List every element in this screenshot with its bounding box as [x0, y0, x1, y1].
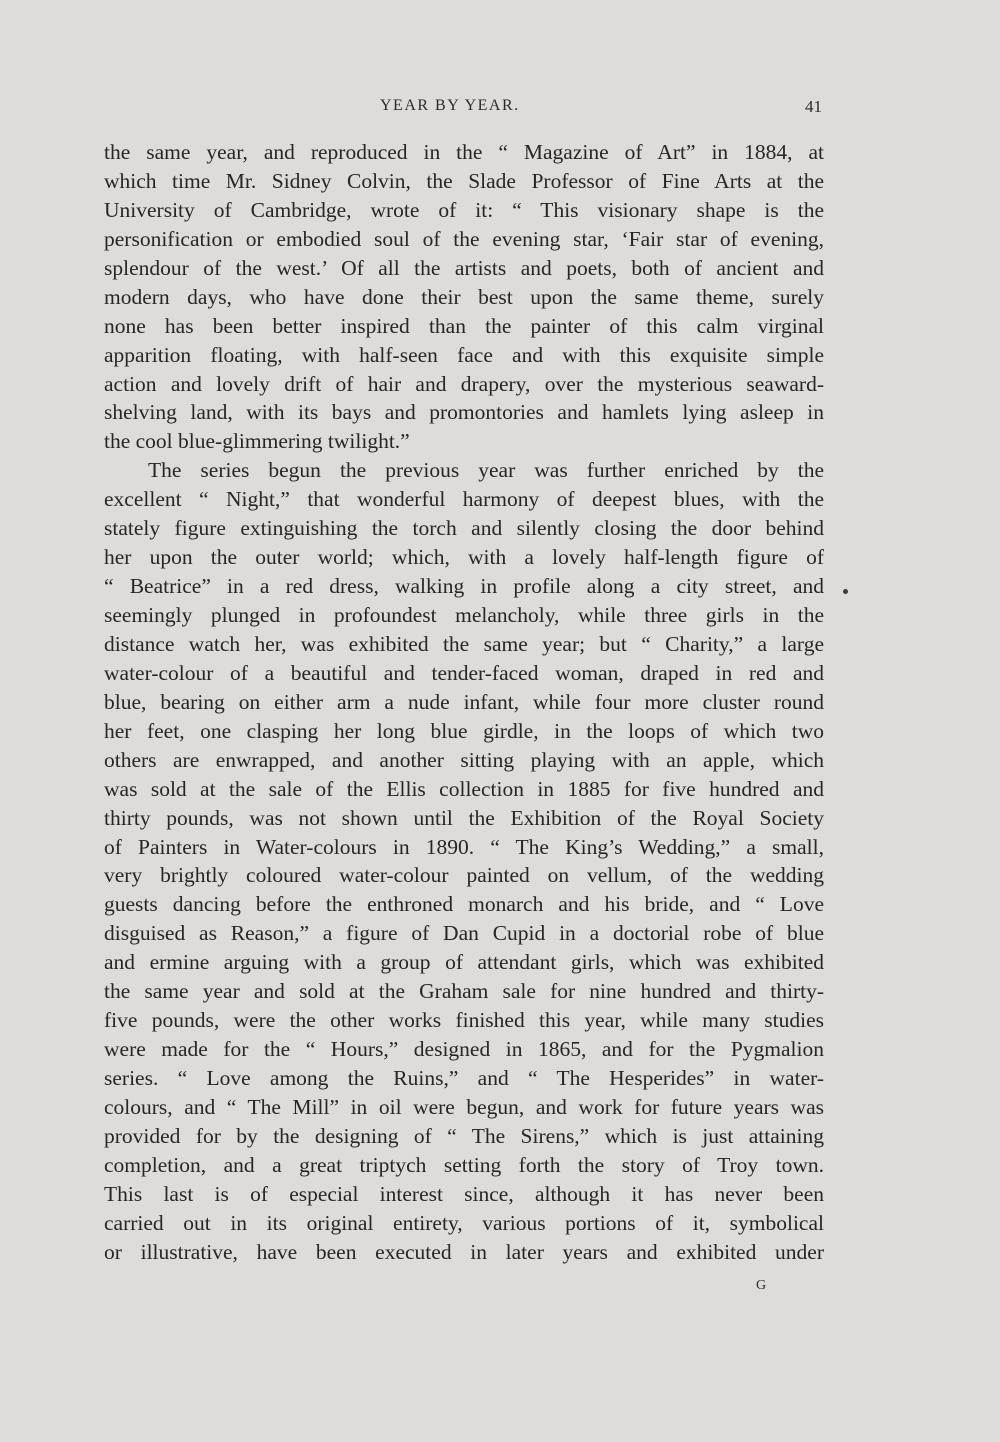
text-line: guests dancing before the enthroned monarch and his bride, and “ Love	[104, 892, 824, 917]
text-line: or illustrative, have been executed in later years and exhibited under	[104, 1239, 824, 1264]
text-line: very brightly coloured water-colour painted on vellum, of the wedding	[104, 863, 824, 888]
text-line: provided for by the designing of “ The Sirens,” which is just attaining	[104, 1123, 824, 1148]
text-line: blue, bearing on either arm a nude infant, while four more cluster round	[104, 689, 824, 714]
running-title: YEAR BY YEAR.	[380, 97, 520, 114]
text-line: none has been better inspired than the painter of this calm virginal	[104, 313, 824, 338]
running-header	[0, 97, 1000, 127]
paragraph-end-line: the cool blue-glimmering twilight.”	[104, 429, 410, 454]
text-line: distance watch her, was exhibited the same year; but “ Charity,” a large	[104, 631, 824, 656]
text-line: University of Cambridge, wrote of it: “ This visionary shape is the	[104, 197, 824, 222]
text-line: series. “ Love among the Ruins,” and “ The Hesperides” in water-	[104, 1066, 824, 1090]
text-line: water-colour of a beautiful and tender-faced woman, draped in red and	[104, 660, 824, 685]
text-line: This last is of especial interest since, although it has never been	[104, 1181, 824, 1206]
text-line: excellent “ Night,” that wonderful harmony of deepest blues, with the	[104, 487, 824, 512]
text-line: was sold at the sale of the Ellis collection in 1885 for five hundred and	[104, 776, 824, 801]
text-line: stately figure extinguishing the torch and silently closing the door behind	[104, 516, 824, 541]
text-line: shelving land, with its bays and promontories and hamlets lying asleep in	[104, 400, 824, 425]
text-line: personification or embodied soul of the evening star, ‘Fair star of evening,	[104, 226, 824, 251]
text-line: apparition floating, with half-seen face and with this exquisite simple	[104, 342, 824, 367]
text-line: seemingly plunged in profoundest melancholy, while three girls in the	[104, 603, 824, 627]
body-text	[104, 138, 824, 1267]
signature-mark: G	[756, 1278, 767, 1293]
text-line: the same year and sold at the Graham sale for nine hundred and thirty-	[104, 979, 824, 1004]
text-line: her feet, one clasping her long blue girdle, in the loops of which two	[104, 718, 824, 743]
text-line: of Painters in Water-colours in 1890. “ The King’s Wedding,” a small,	[104, 834, 824, 859]
text-line: carried out in its original entirety, various portions of it, symbolical	[104, 1210, 824, 1235]
ink-speck	[843, 589, 848, 594]
text-line: modern days, who have done their best upon the same theme, surely	[104, 284, 824, 309]
text-line: others are enwrapped, and another sitting playing with an apple, which	[104, 747, 824, 772]
text-line: five pounds, were the other works finished this year, while many studies	[104, 1008, 824, 1033]
text-line: “ Beatrice” in a red dress, walking in profile along a city street, and	[104, 574, 824, 599]
text-line: her upon the outer world; which, with a lovely half-length figure of	[104, 545, 824, 570]
text-line: the same year, and reproduced in the “ Magazine of Art” in 1884, at	[104, 140, 824, 164]
text-line: and ermine arguing with a group of attendant girls, which was exhibited	[104, 950, 824, 975]
text-line: were made for the “ Hours,” designed in 1865, and for the Pygmalion	[104, 1037, 824, 1062]
text-line: disguised as Reason,” a figure of Dan Cupid in a doctorial robe of blue	[104, 921, 824, 946]
text-line: completion, and a great triptych setting forth the story of Troy town.	[104, 1152, 824, 1177]
text-line: colours, and “ The Mill” in oil were begun, and work for future years was	[104, 1094, 824, 1119]
text-line: splendour of the west.’ Of all the artists and poets, both of ancient and	[104, 255, 824, 280]
text-line: which time Mr. Sidney Colvin, the Slade Professor of Fine Arts at the	[104, 168, 824, 193]
paragraph-start-line: The series begun the previous year was further enriched by the	[148, 458, 824, 483]
text-line: thirty pounds, was not shown until the Exhibition of the Royal Society	[104, 805, 824, 830]
page-number: 41	[805, 97, 822, 116]
text-line: action and lovely drift of hair and drapery, over the mysterious seaward-	[104, 371, 824, 396]
